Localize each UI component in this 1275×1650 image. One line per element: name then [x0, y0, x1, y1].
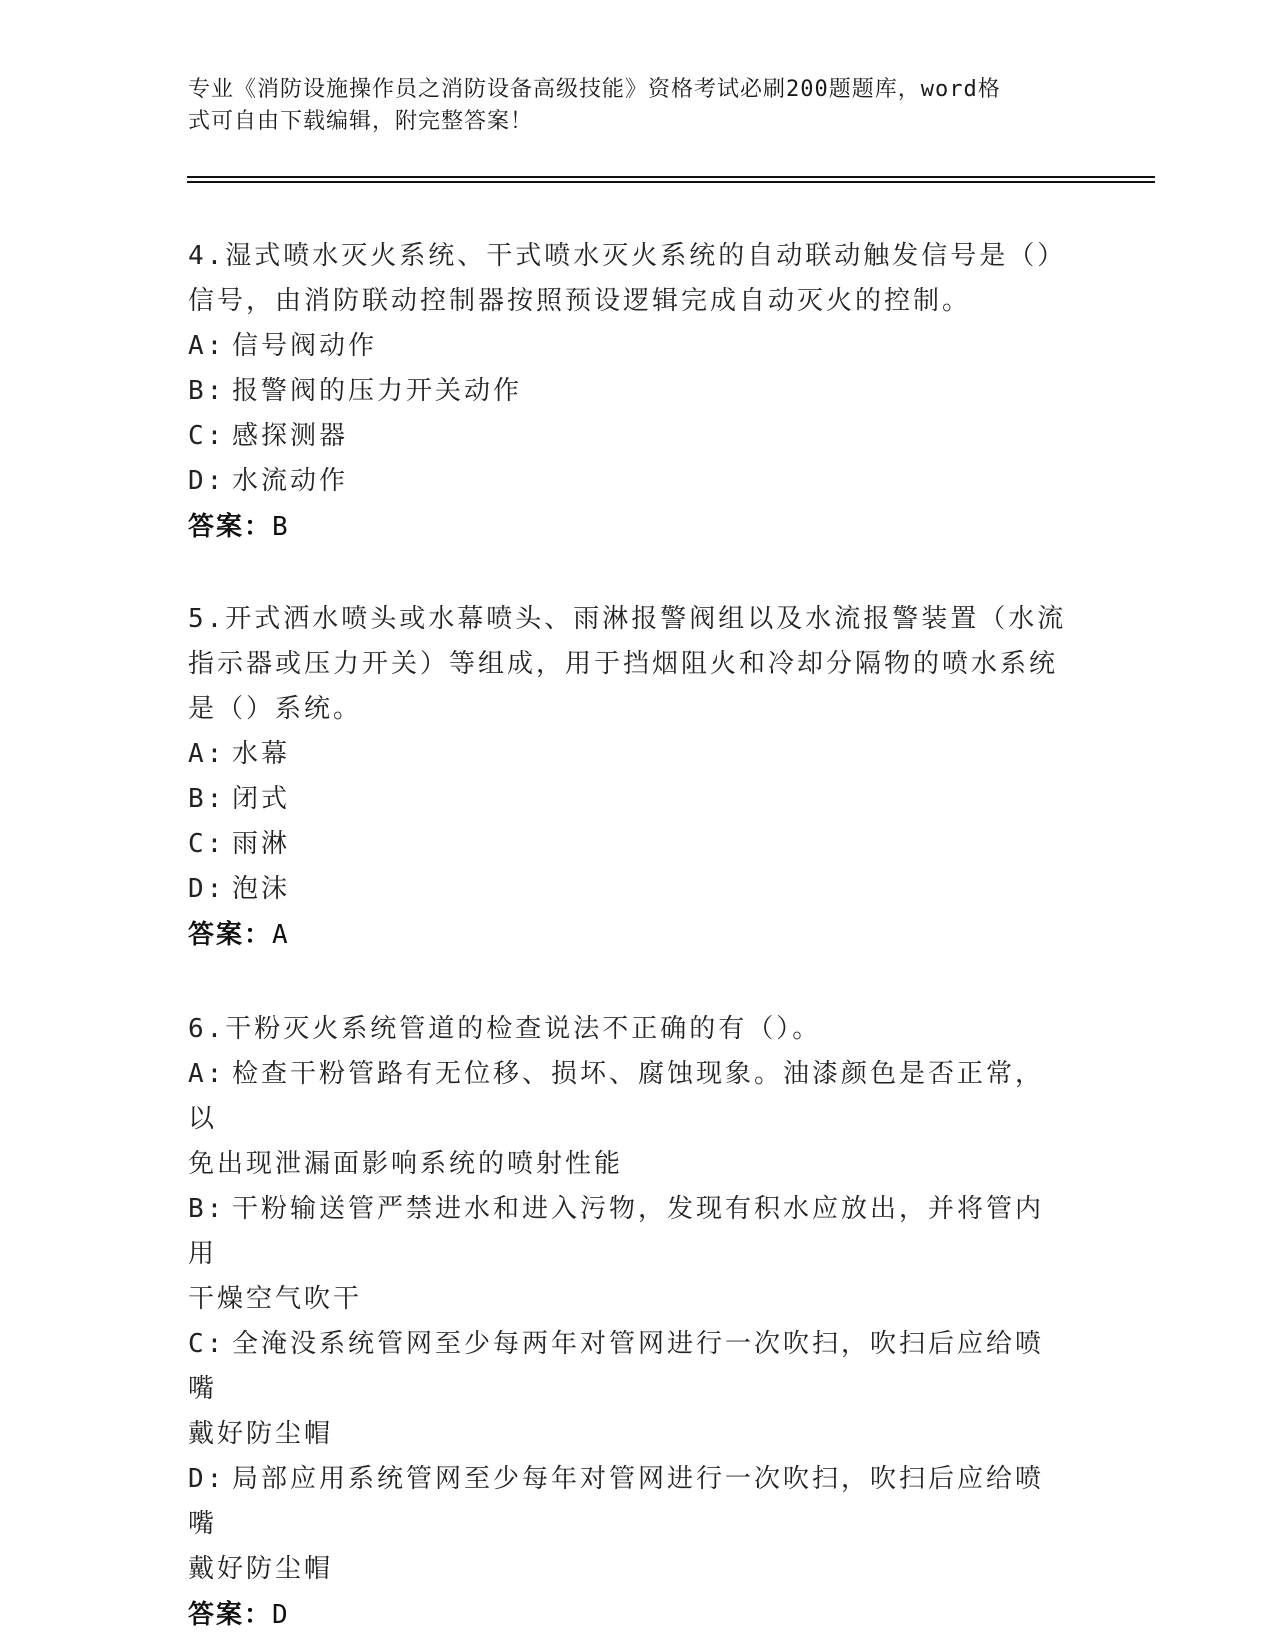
option-c-continued: 戴好防尘帽	[188, 1419, 334, 1449]
option-letter: D:	[188, 874, 226, 904]
answer-label: 答案：	[188, 512, 273, 542]
option-b	[188, 777, 1068, 822]
option-text: 全淹没系统管网至少每两年对管网进行一次吹扫，吹扫后应给喷嘴	[188, 1329, 1045, 1404]
answer-value: B	[272, 512, 290, 542]
option-a-continued: 免出现泄漏面影响系统的喷射性能	[188, 1149, 624, 1179]
option-b	[188, 369, 1068, 414]
question-stem-line: 指示器或压力开关）等组成，用于挡烟阻火和冷却分隔物的喷水系统	[188, 649, 1059, 679]
header-divider-top	[187, 176, 1155, 178]
option-text: 检查干粉管路有无位移、损坏、腐蚀现象。油漆颜色是否正常，以	[188, 1059, 1045, 1134]
question-4	[188, 234, 1068, 550]
answer-label: 答案：	[188, 1600, 273, 1630]
option-letter: C:	[188, 421, 226, 451]
option-d-continued: 戴好防尘帽	[188, 1554, 334, 1584]
question-stem-line: 信号，由消防联动控制器按照预设逻辑完成自动灭火的控制。	[188, 286, 972, 316]
option-text: 水流动作	[232, 466, 349, 496]
option-text: 感探测器	[232, 421, 349, 451]
answer	[188, 504, 1068, 550]
question-stem-line: 是（）系统。	[188, 694, 363, 724]
question-stem-line: 4.湿式喷水灭火系统、干式喷水灭火系统的自动联动触发信号是（）	[188, 241, 1067, 271]
option-text: 局部应用系统管网至少每年对管网进行一次吹扫，吹扫后应给喷嘴	[188, 1464, 1045, 1539]
option-a	[188, 324, 1068, 369]
option-text: 水幕	[232, 739, 291, 769]
option-letter: A:	[188, 1059, 226, 1089]
header-line-1: 专业《消防设施操作员之消防设备高级技能》资格考试必刷200题题库，word格	[188, 77, 1001, 102]
answer	[188, 1592, 1068, 1638]
option-letter: C:	[188, 829, 226, 859]
option-letter: C:	[188, 1329, 226, 1359]
option-text: 干粉输送管严禁进水和进入污物，发现有积水应放出，并将管内用	[188, 1194, 1045, 1269]
option-letter: B:	[188, 1194, 226, 1224]
question-5	[188, 597, 1068, 958]
option-a	[188, 1052, 1068, 1142]
header-line-2: 式可自由下载编辑，附完整答案！	[188, 109, 534, 134]
option-d	[188, 459, 1068, 504]
option-text: 雨淋	[232, 829, 291, 859]
option-text: 泡沫	[232, 874, 291, 904]
option-letter: D:	[188, 1464, 226, 1494]
option-letter: A:	[188, 739, 226, 769]
option-a	[188, 732, 1068, 777]
option-letter: B:	[188, 376, 226, 406]
option-d	[188, 867, 1068, 912]
option-b-continued: 干燥空气吹干	[188, 1284, 363, 1314]
option-d	[188, 1457, 1068, 1547]
header-divider-bottom	[187, 181, 1155, 183]
option-letter: D:	[188, 466, 226, 496]
option-text: 闭式	[232, 784, 291, 814]
question-stem-line: 5.开式洒水喷头或水幕喷头、雨淋报警阀组以及水流报警装置（水流	[188, 604, 1067, 634]
option-letter: B:	[188, 784, 226, 814]
answer	[188, 912, 1068, 958]
option-letter: A:	[188, 331, 226, 361]
question-6	[188, 1007, 1068, 1638]
option-c	[188, 1322, 1068, 1412]
answer-label: 答案：	[188, 920, 273, 950]
answer-value: D	[272, 1600, 290, 1630]
document-header	[188, 74, 1068, 138]
question-stem-line: 6.干粉灭火系统管道的检查说法不正确的有（）。	[188, 1014, 822, 1044]
option-b	[188, 1187, 1068, 1277]
option-c	[188, 414, 1068, 459]
option-text: 报警阀的压力开关动作	[232, 376, 523, 406]
option-c	[188, 822, 1068, 867]
answer-value: A	[272, 920, 290, 950]
option-text: 信号阀动作	[232, 331, 378, 361]
